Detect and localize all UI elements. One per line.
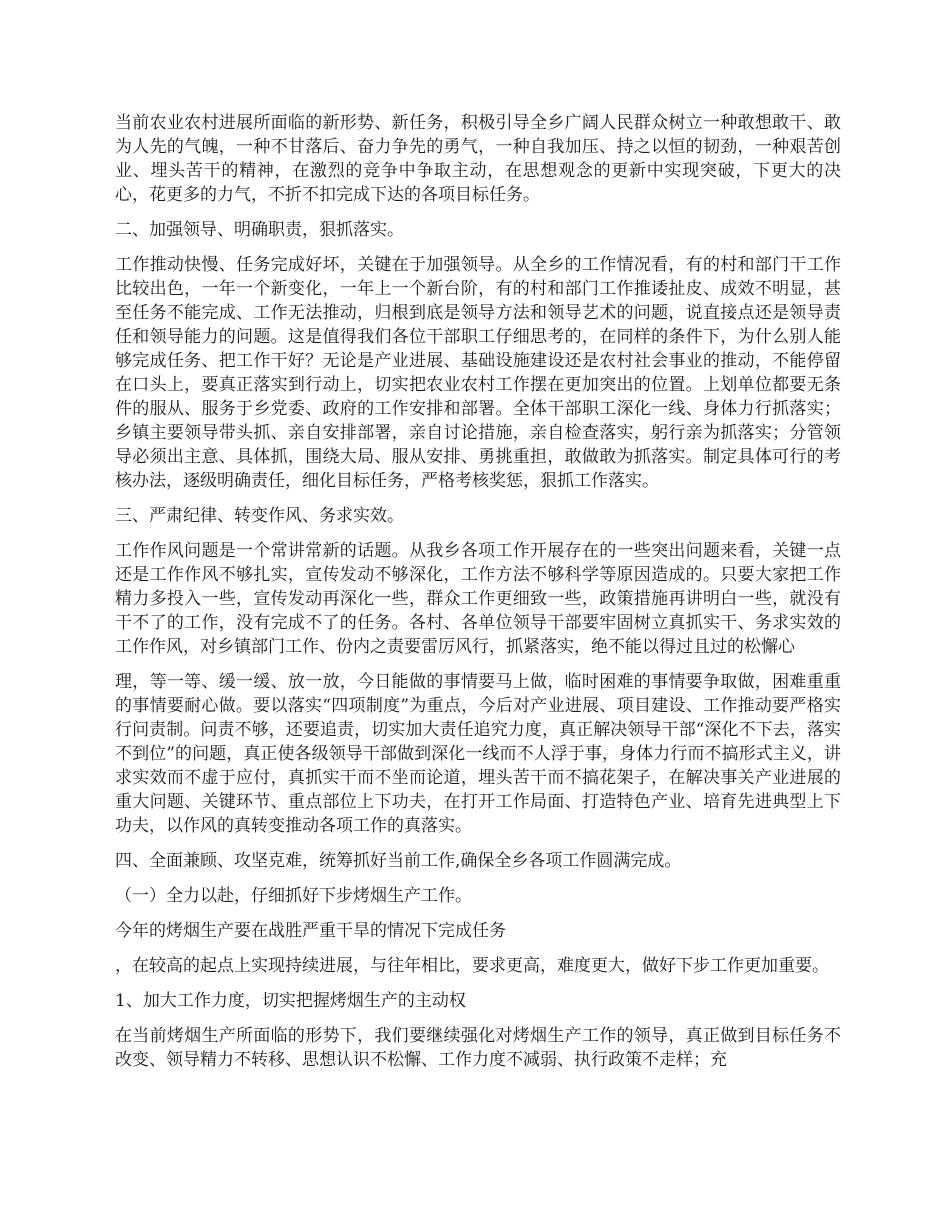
body-paragraph: 当前农业农村进展所面临的新形势、新任务，积极引导全乡广阔人民群众树立一种敢想敢干、敢为人先的气魄，一种不甘落后、奋力争先的勇气，一种自我加压、持之以恒的韧劲，一种艰苦创业、埋头苦干的精神，在激烈的竞争中争取主动，在思想观念的更新中实现突破，下更大的决心，花更多的力气，不折不扣完成下达的各项目标任务。 (115, 113, 841, 205)
section-heading-3: 三、严肃纪律、转变作风、务求实效。 (115, 506, 404, 526)
body-paragraph: 今年的烤烟生产要在战胜严重干旱的情况下完成任务 (115, 921, 506, 941)
body-paragraph: 理，等一等、缓一缓、放一放，今日能做的事情要马上做，临时困难的事情要争取做，困难重重的事情要耐心做。要以落实“四项制度”为重点，今后对产业进展、项目建设、工作推动要严格实行问责制。问责不够，还要追责，切实加大责任追究力度，真正解决领导干部“深化不下去，落实不到位”的问题，真正使各级领导干部做到深化一线而不人浮于事，身体力行而不搞形式主义，讲求实效而不虚于应付，真抓实干而不坐而论道，埋头苦干而不搞花架子，在解决事关产业进展的重大问题、关键环节、重点部位上下功夫，在打开工作局面、打造特色产业、培育先进典型上下功夫，以作风的真转变推动各项工作的真落实。 (115, 672, 841, 836)
document-page (115, 111, 841, 1083)
section-heading-4: 四、全面兼顾、攻坚克难，统筹抓好当前工作,确保全乡各项工作圆满完成。 (115, 851, 682, 871)
body-paragraph: 工作推动快慢、任务完成好坏，关键在于加强领导。从全乡的工作情况看，有的村和部门干工作比较出色，一年一个新变化，一年上一个新台阶，有的村和部门工作推诿扯皮、成效不明显，甚至任务不能完成、工作无法推动，归根到底是领导方法和领导艺术的问题，说直接点还是领导责任和领导能力的问题。这是值得我们各位干部职工仔细思考的，在同样的条件下，为什么别人能够完成任务、把工作干好？无论是产业进展、基础设施建设还是农村社会事业的推动，不能停留在口头上，要真正落实到行动上，切实把农业农村工作摆在更加突出的位置。上划单位都要无条件的服从、服务于乡党委、政府的工作安排和部署。全体干部职工深化一线、身体力行抓落实；乡镇主要领导带头抓、亲自安排部署，亲自讨论措施，亲自检查落实，躬行亲为抓落实；分管领导必须出主意、具体抓，围绕大局、服从安排、勇挑重担，敢做敢为抓落实。制定具体可行的考核办法，逐级明确责任，细化目标任务，严格考核奖惩，狠抓工作落实。 (115, 255, 841, 491)
body-paragraph: ，在较高的起点上实现持续进展，与往年相比，要求更高，难度更大，做好下步工作更加重要。 (115, 956, 829, 976)
body-paragraph: 在当前烤烟生产所面临的形势下，我们要继续强化对烤烟生产工作的领导，真正做到目标任务不改变、领导精力不转移、思想认识不松懈、工作力度不减弱、执行政策不走样；充 (115, 1026, 841, 1070)
section-heading-2: 二、加强领导、明确职责，狠抓落实。 (115, 220, 404, 240)
subsection-heading-1: （一）全力以赴，仔细抓好下步烤烟生产工作。 (115, 886, 472, 906)
item-heading-1: 1、加大工作力度，切实把握烤烟生产的主动权 (115, 991, 466, 1011)
body-paragraph: 工作作风问题是一个常讲常新的话题。从我乡各项工作开展存在的一些突出问题来看，关键一点还是工作作风不够扎实，宣传发动不够深化，工作方法不够科学等原因造成的。只要大家把工作精力多投入一些，宣传发动再深化一些，群众工作更细致一些，政策措施再讲明白一些，就没有干不了的工作，没有完成不了的任务。各村、各单位领导干部要牢固树立真抓实干、务求实效的工作作风，对乡镇部门工作、份内之责要雷厉风行，抓紧落实，绝不能以得过且过的松懈心 (115, 541, 841, 657)
